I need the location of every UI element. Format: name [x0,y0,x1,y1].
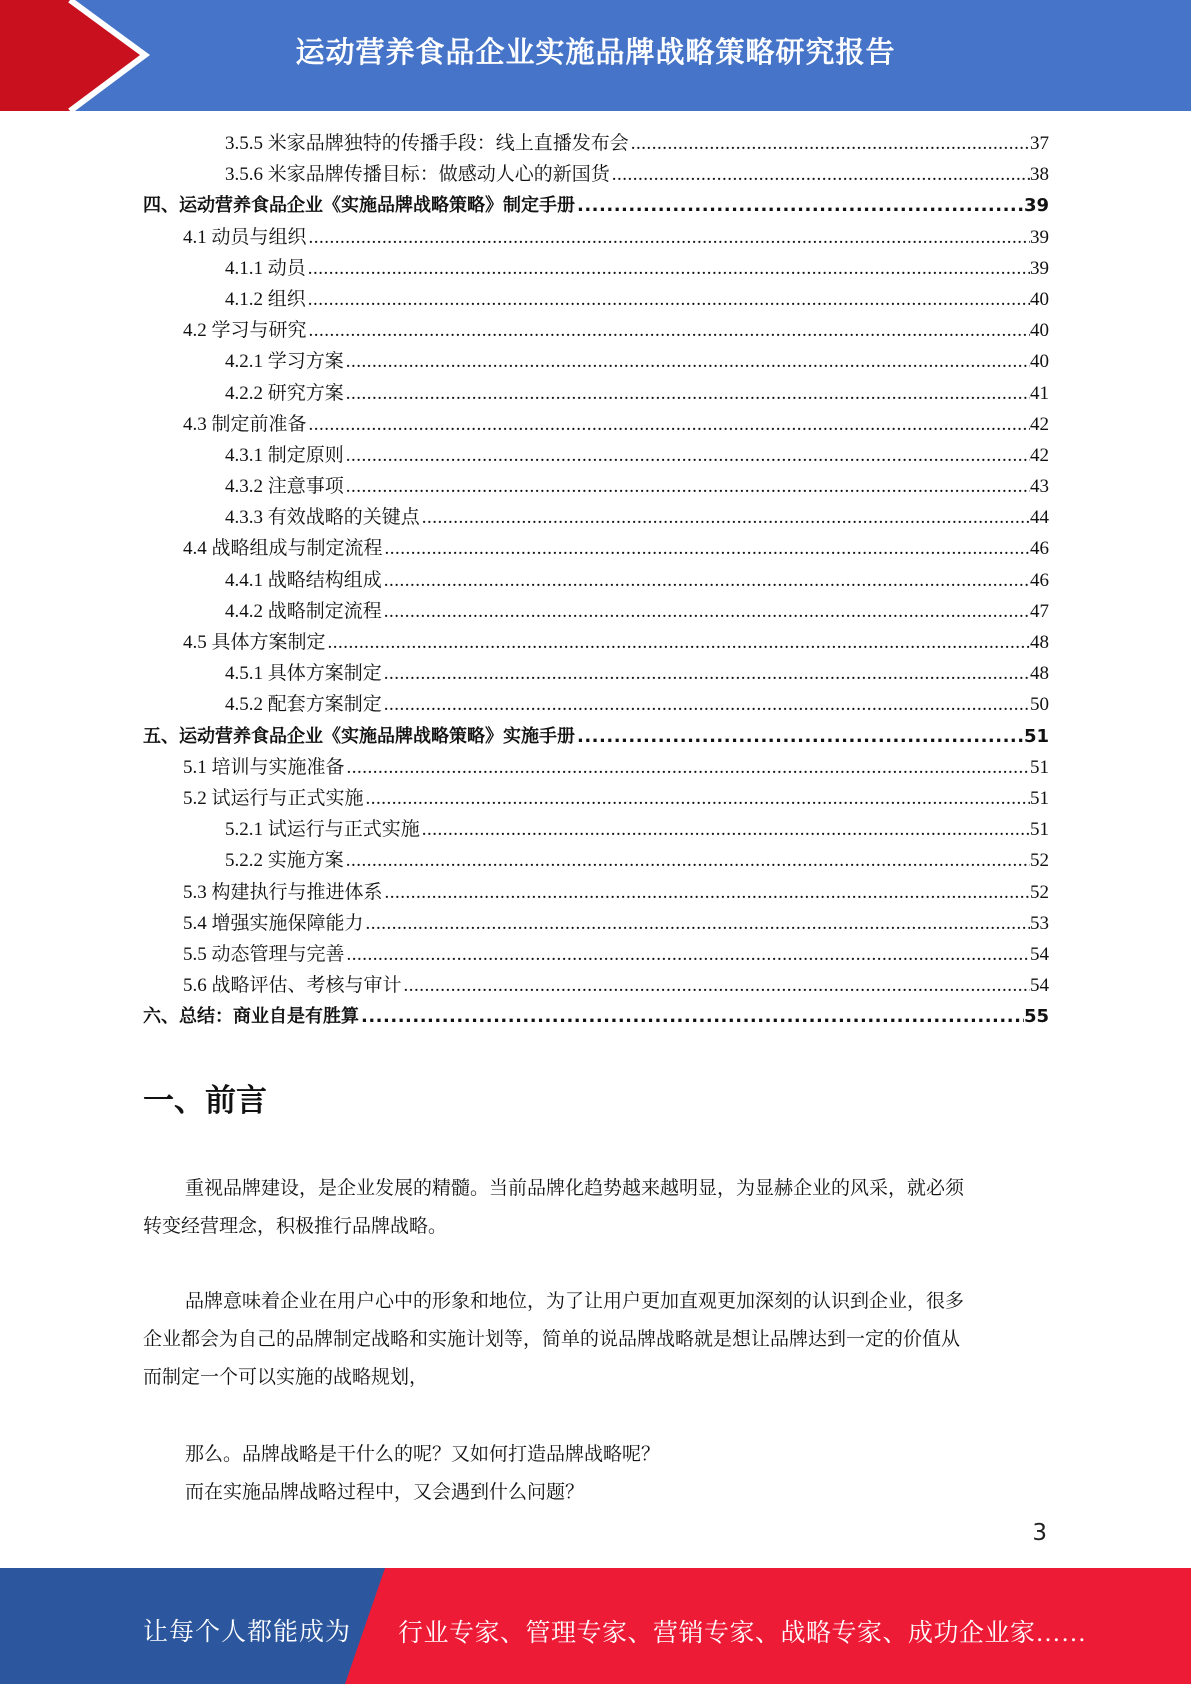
toc-entry-label: 4.2.2 研究方案 [225,382,344,404]
toc-entry-label: 六、总结：商业自是有胜算 [143,1006,359,1028]
toc-entry-label: 5.4 增强实施保障能力 [183,912,364,934]
toc-dot-leader [346,346,1030,377]
toc-dot-leader [346,471,1030,502]
toc-entry-page: 40 [1030,351,1049,373]
toc-dot-leader [346,845,1030,876]
toc-dot-leader [384,689,1030,720]
para-line: 而在实施品牌战略过程中，又会遇到什么问题？ [185,1482,585,1503]
toc-dot-leader [577,721,1024,752]
toc-entry-page: 47 [1030,600,1049,622]
toc-entry[interactable] [143,378,1049,409]
toc-entry[interactable] [143,284,1049,315]
toc-entry-label: 4.3.3 有效战略的关键点 [225,507,420,529]
toc-entry-label: 4.5.1 具体方案制定 [225,663,382,685]
toc-dot-leader [346,440,1030,471]
toc-entry-page: 43 [1030,476,1049,498]
toc-entry[interactable] [143,814,1049,845]
toc-dot-leader [309,409,1030,440]
toc-entry-label: 4.4.2 战略制定流程 [225,600,382,622]
toc-entry-label: 五、运动营养食品企业《实施品牌战略策略》实施手册 [143,725,575,747]
toc-entry[interactable] [143,1001,1049,1032]
footer-slogan-left: 让每个人都能成为 [143,1619,352,1646]
toc-entry-page: 46 [1030,538,1049,560]
toc-entry-label: 4.5.2 配套方案制定 [225,694,382,716]
toc-entry-page: 48 [1030,632,1049,653]
toc-entry-page: 48 [1030,663,1049,685]
para-line: 转变经营理念，积极推行品牌战略。 [143,1216,448,1237]
toc-entry[interactable] [143,721,1049,752]
section-heading: 一、前言 [143,1083,267,1119]
toc-entry-page: 38 [1030,164,1049,186]
toc-entry-label: 四、运动营养食品企业《实施品牌战略策略》制定手册 [143,195,575,217]
toc-entry-label: 4.4 战略组成与制定流程 [183,538,383,560]
toc-entry-label: 4.2 学习与研究 [183,320,307,342]
toc-entry-label: 4.1 动员与组织 [183,226,307,248]
toc-entry-page: 39 [1023,195,1049,217]
toc-dot-leader [309,315,1030,346]
toc-entry[interactable] [143,658,1049,689]
toc-dot-leader [347,939,1030,970]
toc-entry-label: 3.5.6 米家品牌传播目标：做感动人心的新国货 [225,164,610,186]
toc-entry-page: 40 [1030,320,1049,342]
paragraph-1 [143,1170,1049,1246]
toc-entry[interactable] [143,440,1049,471]
toc-dot-leader [577,190,1024,221]
toc-entry[interactable] [143,159,1049,190]
toc-dot-leader [366,908,1030,939]
toc-dot-leader [308,253,1030,284]
toc-entry[interactable] [143,222,1049,253]
toc-dot-leader [308,284,1030,315]
toc-entry-page: 53 [1030,912,1049,934]
toc-entry-page: 54 [1030,943,1049,965]
toc-entry-label: 5.2 试运行与正式实施 [183,787,364,809]
toc-entry[interactable] [143,752,1049,783]
toc-entry[interactable] [143,689,1049,720]
toc-entry-label: 5.6 战略评估、考核与审计 [183,975,402,997]
toc-entry-page: 51 [1030,787,1049,809]
toc-entry-page: 42 [1030,413,1049,435]
toc-entry-page: 52 [1030,881,1049,903]
toc-entry-page: 52 [1030,850,1049,872]
toc-entry-page: 46 [1030,569,1049,591]
toc-entry-page: 51 [1030,819,1049,841]
toc-dot-leader [631,128,1030,159]
toc-entry-label: 4.1.1 动员 [225,257,306,279]
toc-entry[interactable] [143,128,1049,159]
toc-entry[interactable] [143,939,1049,970]
page-footer [0,1568,1191,1684]
toc-entry[interactable] [143,315,1049,346]
report-title: 运动营养食品企业实施品牌战略策略研究报告 [295,35,896,69]
toc-dot-leader [404,970,1030,1001]
paragraph-3 [143,1436,1049,1512]
toc-entry-label: 4.3 制定前准备 [183,413,307,435]
toc-dot-leader [385,877,1030,908]
toc-entry-page: 51 [1023,725,1049,747]
paragraph-2 [143,1283,1049,1397]
toc-dot-leader [385,533,1030,564]
toc-entry[interactable] [143,190,1049,221]
toc-dot-leader [422,502,1030,533]
toc-entry-page: 40 [1030,288,1049,310]
toc-entry[interactable] [143,533,1049,564]
toc-entry[interactable] [143,502,1049,533]
toc-entry-page: 44 [1030,507,1049,529]
toc-entry[interactable] [143,565,1049,596]
footer-slogan-right: 行业专家、管理专家、营销专家、战略专家、成功企业家…… [398,1620,1087,1647]
toc-entry-label: 5.2.2 实施方案 [225,850,344,872]
page-header [0,0,1191,111]
toc-entry-page: 41 [1030,382,1049,404]
toc-entry-label: 4.4.1 战略结构组成 [225,569,382,591]
toc-entry-page: 37 [1030,133,1049,154]
toc-entry-label: 4.5 具体方案制定 [183,632,326,653]
toc-entry-label: 4.3.2 注意事项 [225,476,344,498]
toc-dot-leader [384,658,1030,689]
toc-entry[interactable] [143,471,1049,502]
para-line: 企业都会为自己的品牌制定战略和实施计划等，简单的说品牌战略就是想让品牌达到一定的价值从 [143,1329,961,1350]
toc-entry-label: 3.5.5 米家品牌独特的传播手段：线上直播发布会 [225,133,629,154]
para-line: 而制定一个可以实施的战略规划， [143,1367,429,1388]
toc-entry[interactable] [143,346,1049,377]
table-of-contents [143,128,1049,1032]
toc-entry-label: 4.1.2 组织 [225,288,306,310]
toc-entry-page: 39 [1030,226,1049,248]
toc-dot-leader [384,596,1030,627]
toc-entry[interactable] [143,253,1049,284]
toc-entry-page: 55 [1023,1006,1049,1028]
toc-entry[interactable] [143,970,1049,1001]
toc-entry[interactable] [143,877,1049,908]
toc-dot-leader [328,627,1030,658]
para-line: 品牌意味着企业在用户心中的形象和地位，为了让用户更加直观更加深刻的认识到企业，很多 [185,1291,965,1312]
toc-dot-leader [361,1001,1024,1032]
toc-entry-page: 50 [1030,694,1049,716]
toc-dot-leader [346,378,1030,409]
toc-entry-label: 5.2.1 试运行与正式实施 [225,819,420,841]
toc-entry[interactable] [143,845,1049,876]
toc-dot-leader [309,222,1030,253]
toc-entry-label: 5.3 构建执行与推进体系 [183,881,383,903]
toc-entry-page: 42 [1030,444,1049,466]
toc-entry-label: 5.5 动态管理与完善 [183,943,345,965]
toc-entry[interactable] [143,627,1049,658]
toc-entry-page: 39 [1030,257,1049,279]
toc-entry[interactable] [143,908,1049,939]
toc-dot-leader [384,565,1030,596]
toc-entry-label: 4.3.1 制定原则 [225,444,344,466]
toc-entry-label: 4.2.1 学习方案 [225,351,344,373]
toc-entry-page: 51 [1030,756,1049,778]
toc-entry[interactable] [143,783,1049,814]
toc-entry-label: 5.1 培训与实施准备 [183,756,345,778]
toc-dot-leader [612,159,1030,190]
para-line: 那么。品牌战略是干什么的呢？又如何打造品牌战略呢？ [185,1444,661,1465]
toc-dot-leader [347,752,1030,783]
para-line: 重视品牌建设，是企业发展的精髓。当前品牌化趋势越来越明显，为显赫企业的风采，就必须 [185,1178,965,1199]
toc-dot-leader [422,814,1030,845]
toc-dot-leader [366,783,1030,814]
toc-entry[interactable] [143,596,1049,627]
page-number: 3 [1032,1520,1047,1546]
toc-entry[interactable] [143,409,1049,440]
toc-entry-page: 54 [1030,975,1049,997]
